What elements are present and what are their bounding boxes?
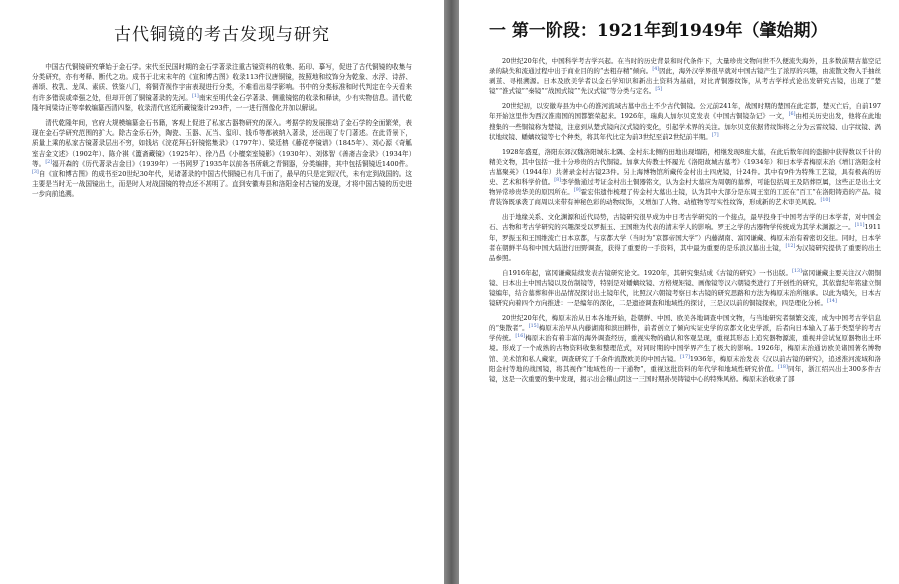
right-page <box>459 0 899 584</box>
paragraph-text: 20世纪初，以安徽寿县为中心的淮河流域古墓中出土不少古代铜镜。公元前241年，战国时期的楚国在此定都，楚灭亡后，自前197年开始这里作为西汉淮南国的国都繁荣起来。1926年，瑞典人加尔贝克发表《中国古铜镜杂记》一文， <box>489 102 881 121</box>
left-page <box>0 0 444 584</box>
footnote-ref-link[interactable]: [8] <box>554 177 562 183</box>
footnote-ref-link[interactable]: [17] <box>680 354 690 360</box>
footnote-ref-link[interactable]: [16] <box>515 334 526 340</box>
body-paragraph <box>489 56 881 96</box>
paragraph-text: 福开森的《历代著录吉金目》（1939年）一书网罗了1935年以前各书所载之青铜器，分类编排，其中包括铜镜近1400件。 <box>52 159 412 168</box>
footnote-ref-link[interactable]: [2] <box>45 159 53 165</box>
paragraph-text: 自《宣和博古图》的成书至20世纪30年代，见诸著录的中国古代铜镜已有几千面了，最早的只是定到汉代，未有定到战国的。这主要是当时无一战国镜出土，而是时人对战国镜的特点还不甚明了。直到安徽寿县和洛阳金村古镜的发现，才将中国古镜的历史进一步向前追溯。 <box>32 170 412 199</box>
paragraph-text: 梅原末治有着丰富的海外调查经历，重视实物的确认和客观呈现，重视其形态上追究器物源流，重视并尝试复原器物出土环境。形成了一个成熟的古物资料收集和整理范式，对同时期的中国学界产生了极大的影响。1926年，梅原末治通访欧美诸国著名博物馆、美术馆和私人藏家，调查研究了千余件流散欧美的中国古镜。 <box>489 334 882 363</box>
paragraph-text: 富冈谦藏主要关注汉六朝铜镜、日本出土中国古镜以及仿制镜等，特别是对蟠螭纹镜、方格规矩镜、画像镜等汉六朝镜类进行了开创性的研究，其依靠纪年铭建立铜镜编年，结合墓葬和伴出品情况探讨出土镜年代，比照汉六朝镜考察日本古镜的研究思路和方法为梅原末治所继承。以此为嚆矢，日本古镜研究向着四个方向推进：一是编年的深化，二是遗迹调查和地域性的探讨，三是汉以前的铜镜探索，四是理化分析。 <box>489 268 881 308</box>
body-paragraph <box>489 313 881 384</box>
paragraph-text: 清代乾隆年间，官府大规模编纂金石书籍，客观上促进了私家古器物研究的深入。考据学的发展推动了金石学的全面繁荣，表现在金石学研究范围的扩大。除古金乐石外，陶瓷、玉器、瓦当、玺印、钱币等都被纳入著录，还出现了专门著述。在此背景下，质量上乘的私家古镜著录层出不穷，如钱坫《浣花拜石轩镜铭集录》（1797年）、梁廷柟《藤花亭镜谱》（1845年）、刘心源《奇觚室吉金文述》（1902年）、陈介祺《簠斋藏镜》（1925年）、徐乃昌《小檀栾室镜影》（1930年）、刘体智《善斋吉金录》（1934年）等。 <box>32 119 412 168</box>
body-paragraph <box>32 62 412 113</box>
footnote-ref-link[interactable]: [11] <box>854 223 865 229</box>
paragraph-text: 南宋至明代金石学著录、侧重镜铭的收录和释读，少有实物信息。清代乾隆年间梁诗正等奉敕编纂西清四鉴，收录清代宫廷所藏镜鉴计293件，一一进行图像化并加以解说。 <box>32 93 413 112</box>
paragraph-text: 李学勤通过考证金村出土铜器铭文，认为金村大墓应为周朝的墓葬，可能包括周王及陪葬臣属，这些正是出土文物异常珍贵华美的原因所在。 <box>489 178 882 197</box>
page-gutter <box>444 0 459 584</box>
paragraph-text: 同年，浙江绍兴出土300多件古镜，这是一次重要的集中发现，揭示出会稽山阴这一三国时期孙吴铸镜中心的特殊风格。梅原末治收录了部 <box>489 364 881 383</box>
paragraph-text: 霍宏伟遗作梳理了传金村大墓出土镜，认为其中大部分是东周王室的工匠在“百工”在洛阳铸造的产品。镜背装饰既承袭了商周以来带有神秘色彩的动物纹饰，又增加了人物、动植物等写实性纹饰，形成新的艺术审美风貌。 <box>489 188 881 207</box>
footnote-ref-link[interactable]: [12] <box>785 243 796 249</box>
footnote-ref-link[interactable]: [15] <box>528 324 539 330</box>
paragraph-text: 1928年盛夏，洛阳东郊汉魏洛阳城东北隅、金村东北侧的田地出现塌陷，相继发现8座大墓，在此后数年间的盗掘中获得数以千计的精美文物，其中包括一批十分珍贵的古代铜镜。加拿大传教士怀履光《洛阳故城古墓考》（1934年）和日本学者梅原末治《增订洛阳金村古墓聚英》（1944年）共著录金村古镜23件。另上海博物馆所藏传金村出土四虎镜，计24件。其中有9件为特殊工艺镜，具有极高的历史、艺术和科学价值。 <box>489 147 881 187</box>
footnote-ref-link[interactable]: [9] <box>573 187 581 193</box>
footnote-ref-link[interactable]: [14] <box>827 298 837 304</box>
body-paragraph <box>489 212 881 262</box>
paragraph-text: 中国古代铜镜研究肇始于金石学。宋代至民国时期的金石学著录注重古镜资料的收集、拓印、摹写，促进了古代铜镜的收集与分类研究，亦有考释、断代之功。成书于北宋末年的《宣和博古图》收录113件汉唐铜镜，按照地和纹饰分为乾象、水浮、诗辞、善颂、枚乳、龙凤、素质、铁鉴八门，将铜背视作宇宙表现进行分类，不难看出易学影响。书中的分类标准和时代判定在今天看来有许多错误或牵强之处，但却开创了铜镜著录的先河。 <box>32 63 412 102</box>
paragraph-text: 1936年，梅原末治发表《汉以前古镜的研究》，追述淮河流域和洛阳金村等地的战国镜，将其视作“地域性的一干通物”，重视这批资料的年代学和地域性研究价值。 <box>489 354 882 373</box>
paragraph-text: 1911年，罗振玉和王国维流亡日本京都，与京都大学（当时为“京都帝国大学”）内藤湖南、富冈谦藏、梅原末治有着密切交往。同时，日本学者在朝鲜半岛和中国大陆进行田野调查，获得了重要的一手资料，其中最为重要的是乐浪汉墓出土镜， <box>489 223 881 252</box>
paragraph-text: 为汉镜研究提供了重要的出土品参照。 <box>489 243 882 262</box>
footnote-ref-link[interactable]: [18] <box>777 364 788 370</box>
page-title: 古代铜镜的考古发现与研究 <box>114 25 330 45</box>
body-paragraph <box>32 118 412 200</box>
left-page-body <box>32 62 412 200</box>
body-paragraph <box>489 268 881 308</box>
footnote-ref-link[interactable]: [6] <box>788 112 796 118</box>
chapter-title: 一 第一阶段：1921年到1949年（肇始期） <box>489 21 828 41</box>
footnote-ref-link[interactable]: [3] <box>32 169 39 175</box>
footnote-ref-link[interactable]: [13] <box>792 268 802 274</box>
footnote-ref-link[interactable]: [4] <box>652 66 660 72</box>
body-paragraph <box>489 147 881 208</box>
paragraph-text: 由相关历史出发，他将在此地搜集的一些铜镜称为楚镜，注意到从楚式镜向汉式镜的变化，引起学术界的关注。加尔贝克依据背纹饰将之分为云雷纹镜、山字纹镜、涡状地纹镜、蟠螭纹镜等七个种类，将其年代比定为前3世纪至前2世纪前半期。 <box>489 112 881 141</box>
paragraph-text: 20世纪20年代，梅原末治从日本各地开始，赴朝鲜、中国、欧美各地调查中国文物，与当地研究者频繁交流，成为中国考古学信息的“集散者”。 <box>489 314 881 333</box>
footnote-ref-link[interactable]: [10] <box>820 198 831 204</box>
right-page-body <box>489 56 881 384</box>
footnote-ref-link[interactable]: [5] <box>655 87 663 93</box>
paragraph-text: 因此，海外汉学界很早就对中国古镜产生了浓厚的兴趣，由流散文物入手抽丝剥茧、寻根溯源。日本及欧美学者以金石学知识和新出土资料为基础，对比青铜器纹饰，从考古学样式论出发研究古镜，出现了“楚镜”“淮式镜”“秦镜”“战国式镜”“先汉式镜”等分类与定名。 <box>489 67 882 96</box>
paragraph-text: 梅原末治早从内藤湖南和滨田耕作，前者创立了倾向实证史学的京都文化史学派，后者向日本输入了基于类型学的考古学传统。 <box>489 324 882 343</box>
body-paragraph <box>489 101 881 141</box>
footnote-ref-link[interactable]: [7] <box>711 132 719 138</box>
paragraph-text: 出于地缘关系、文化渊源和近代局势，古镜研究很早成为中日考古学研究的一个接点，最早投身于中国考古学的日本学者，对中国金石、古物和考古学研究的兴趣深受以罗振玉、王国维为代表的清末学人的影响。罗王之学的古器物学传统成为其学术渊源之一。 <box>489 213 881 232</box>
paragraph-text: 20世纪20年代，中国科学考古学兴起。在当时的历史背景和时代条件下，大量珍贵文物问世不久便流失海外，且多数前期古墓空记录的缺失和流通过程中出于商业目的的“去粗存精”倾向。 <box>489 57 881 76</box>
footnote-ref-link[interactable]: [1] <box>191 93 199 99</box>
paragraph-text: 自1916年起，富冈谦藏陆续发表古镜研究论文。1920年，其研究集结成《古镜的研究》一书出版。 <box>502 268 793 277</box>
